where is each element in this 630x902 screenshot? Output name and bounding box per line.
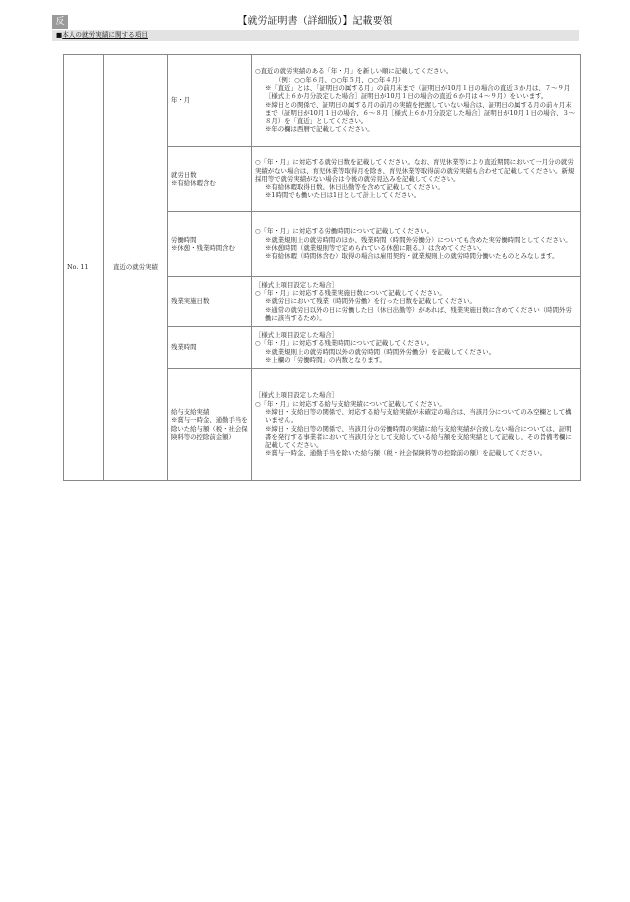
item-label-line: 残業時間 — [171, 343, 197, 352]
item-label — [168, 147, 252, 212]
item-label-line: ※休憩・残業時間含む — [171, 244, 235, 252]
description-line: ※年の欄は西暦で記載してください。 — [265, 125, 374, 134]
description-line: ○直近の就労実績のある「年・月」を新しい順に記載してください。 — [255, 67, 453, 76]
description — [252, 212, 581, 277]
section-label: 本人の就労実績に関する項目 — [62, 31, 148, 39]
description-line: ○「年・月」に対応する労働時間について記載してください。 — [255, 227, 433, 236]
item-label-line: 年・月 — [171, 96, 191, 105]
item-label-line: 就労日数 — [171, 170, 197, 179]
description — [252, 369, 581, 481]
description-line: ※通常の就労日以外の日に労働した日（休日出勤等）があれば、残業実施日数に含めてください（時間外労働に該当するため）。 — [265, 305, 572, 322]
page-tag: 反 — [52, 15, 68, 29]
description-line: ※「直近」とは、「証明日の属する月」の前月末まで（証明日が10月１日の場合の直近３か月は、７～９月［様式上６か月分設定した場合］証明日が10月１日の場合の直近６か月は４～９月）をいいます。 — [265, 83, 571, 101]
description-line: ※締日・支給日等の関係で、当該月分の労働時間の実績に給与支給実績が合致しない場合については、証明書を発行する事業者において当該月分として支給している給与額を支給実績として記載し、その旨備考欄に記載してください。 — [265, 424, 572, 450]
item-label — [168, 55, 252, 147]
item-label — [168, 277, 252, 327]
section-header — [52, 30, 579, 41]
table-row — [64, 55, 581, 147]
description — [252, 55, 581, 147]
description-line: ※就業規則上の就労時間のほか、残業時間（時間外労働分）についても含めた実労働時間としてください。 — [265, 235, 572, 244]
section-mark: ■ — [56, 31, 63, 39]
item-label — [168, 369, 252, 481]
description-line: ○「年・月」に対応する給与支給実績について記載してください。 — [255, 399, 446, 408]
description-line: ※賞与一時金、通勤手当を除いた給与額（税・社会保険料等の控除前の額）を記載してください。 — [265, 449, 547, 458]
item-label — [168, 212, 252, 277]
description-line: ○「年・月」に対応する就労日数を記載してください。なお、育児休業等により直近期間において一月分の就労実績がない場合は、育児休業等取得月を除き、育児休業等取得前の就労実績も合わせて記載してください。新規採用等で就労実績がない場合は今後の就労見込みを記載してください。 — [255, 158, 575, 183]
description-line: ［様式上項目設定した場合］ — [255, 330, 339, 339]
item-label — [168, 327, 252, 369]
description-line: ※有給休暇取得日数、休日出勤等を含めて記載してください。 — [265, 183, 444, 192]
description-line: ※締日との関係で、証明日の属する月の前月の実績を把握していない場合は、証明日の属する月の前々月末まで（証明日が10月１日の場合、６～８月［様式上６か月分設定した場合］証明日が10月１日の場合、３～８月）を「直近」としてください。 — [265, 100, 576, 126]
description-line: ［様式上項目設定した場合］ — [255, 391, 339, 400]
description-line: ※有給休暇（時間休含む）取得の場合は雇用契約・就業規則上の就労時間分働いたものとみなします。 — [265, 252, 559, 261]
item-label-line: ※賞与一時金、通勤手当を除いた給与額（税・社会保険料等の控除前金額） — [171, 416, 248, 441]
item-label-line: 給与支給実績 — [171, 407, 210, 416]
description — [252, 147, 581, 212]
description-line: ※就労日において残業（時間外労働）を行った日数を記載してください。 — [265, 297, 476, 306]
item-label-line: 残業実施日数 — [171, 297, 210, 306]
description-line: （例：○○年６月、○○年５月、○○年４月） — [275, 75, 405, 84]
document-title: 【就労証明書（詳細版）】記載要領 — [237, 16, 393, 27]
description — [252, 277, 581, 327]
category-label: 直近の就労実績 — [104, 55, 168, 481]
description-line: ※締日・支給日等の関係で、対応する給与支給実績が未確定の場合は、当該月分についてのみ空欄として構いません。 — [265, 407, 572, 425]
description-line: ※上欄の「労働時間」の内数となります。 — [265, 355, 386, 364]
guideline-table — [63, 54, 581, 481]
description-line: ※休憩時間（就業規則等で定められている休憩に限る。）は含めてください。 — [265, 244, 486, 252]
guideline-table-body — [64, 55, 581, 481]
item-number: No. 11 — [64, 55, 104, 481]
item-label-line: ※有給休暇含む — [171, 179, 216, 187]
description-line: ［様式上項目設定した場合］ — [255, 280, 339, 289]
description-line: ○「年・月」に対応する残業時間について記載してください。 — [255, 339, 433, 348]
description-line: ○「年・月」に対応する残業実施日数について記載してください。 — [255, 289, 446, 298]
item-label-line: 労働時間 — [171, 235, 197, 244]
description-line: ※就業規則上の就労時間以外の就労時間（時間外労働分）を記載してください。 — [265, 347, 496, 356]
description-line: ※1時間でも働いた日は1日として計上してください。 — [265, 191, 421, 200]
description — [252, 327, 581, 369]
